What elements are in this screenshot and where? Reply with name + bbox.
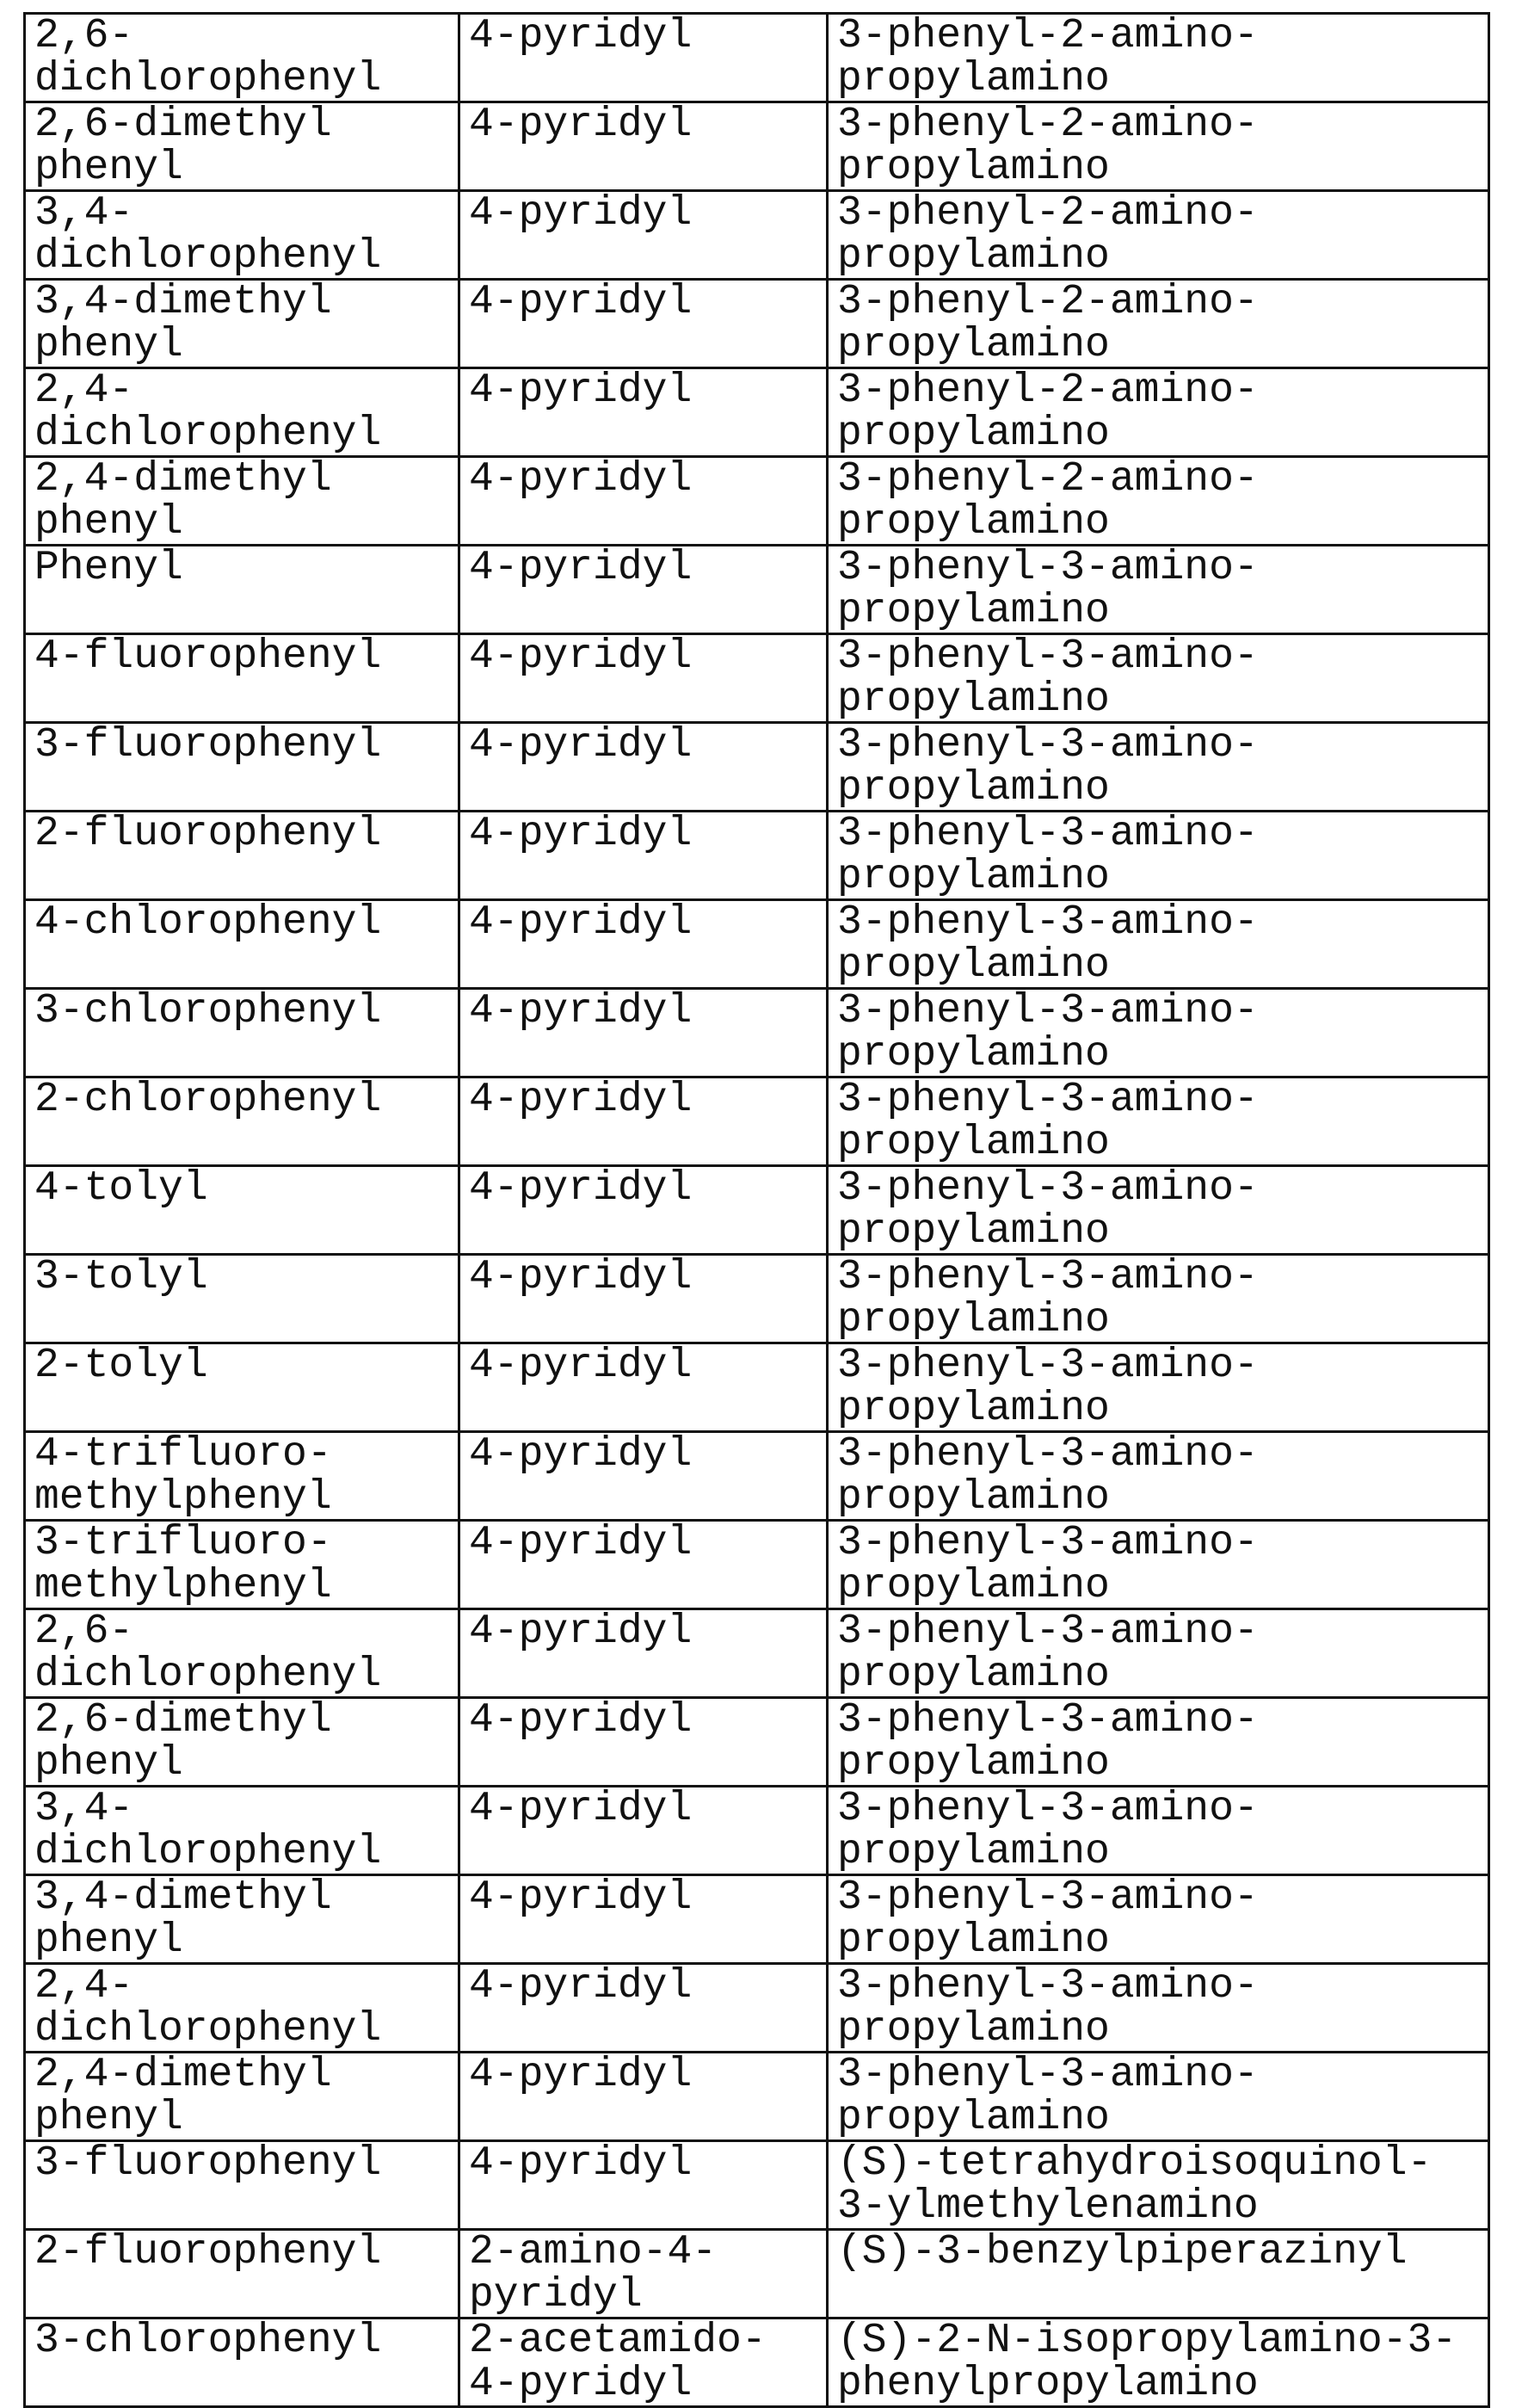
heteroaryl-cell: 4-pyridyl [459,1255,828,1343]
aryl-substituent-cell: 2-tolyl [25,1343,459,1432]
amine-substituent-cell: 3-phenyl-2-amino- propylamino [828,457,1489,546]
aryl-substituent-cell: 3-chlorophenyl [25,2318,459,2407]
amine-substituent-cell: 3-phenyl-3-amino- propylamino [828,900,1489,989]
aryl-substituent-cell: 3-fluorophenyl [25,2141,459,2230]
amine-substituent-cell: 3-phenyl-2-amino- propylamino [828,280,1489,368]
table-row [25,1875,1489,1964]
table-row [25,634,1489,723]
aryl-substituent-cell: 4-trifluoro- methylphenyl [25,1432,459,1521]
amine-substituent-cell: 3-phenyl-2-amino- propylamino [828,368,1489,457]
table-row [25,1077,1489,1166]
aryl-substituent-cell: 2,4- dichlorophenyl [25,1964,459,2053]
amine-substituent-cell: 3-phenyl-3-amino- propylamino [828,1964,1489,2053]
table-row [25,989,1489,1077]
table-row [25,1343,1489,1432]
heteroaryl-cell: 4-pyridyl [459,634,828,723]
heteroaryl-cell: 2-amino-4- pyridyl [459,2230,828,2318]
aryl-substituent-cell: 3,4-dimethyl phenyl [25,1875,459,1964]
heteroaryl-cell: 2-acetamido- 4-pyridyl [459,2318,828,2407]
table-row [25,1609,1489,1698]
heteroaryl-cell: 4-pyridyl [459,1521,828,1609]
heteroaryl-cell: 4-pyridyl [459,2141,828,2230]
heteroaryl-cell: 4-pyridyl [459,368,828,457]
amine-substituent-cell: 3-phenyl-3-amino- propylamino [828,812,1489,900]
amine-substituent-cell: 3-phenyl-3-amino- propylamino [828,1875,1489,1964]
heteroaryl-cell: 4-pyridyl [459,1698,828,1787]
amine-substituent-cell: 3-phenyl-2-amino- propylamino [828,102,1489,191]
aryl-substituent-cell: 4-fluorophenyl [25,634,459,723]
aryl-substituent-cell: 2,6- dichlorophenyl [25,1609,459,1698]
table-row [25,1521,1489,1609]
heteroaryl-cell: 4-pyridyl [459,191,828,280]
heteroaryl-cell: 4-pyridyl [459,1875,828,1964]
heteroaryl-cell: 4-pyridyl [459,1166,828,1255]
table-row [25,546,1489,634]
heteroaryl-cell: 4-pyridyl [459,546,828,634]
table-row [25,1432,1489,1521]
heteroaryl-cell: 4-pyridyl [459,280,828,368]
aryl-substituent-cell: 2,4-dimethyl phenyl [25,2053,459,2141]
table-row [25,2141,1489,2230]
amine-substituent-cell: (S)-2-N-isopropylamino-3- phenylpropylamino [828,2318,1489,2407]
aryl-substituent-cell: 2-fluorophenyl [25,2230,459,2318]
heteroaryl-cell: 4-pyridyl [459,102,828,191]
table-row [25,1964,1489,2053]
table-row [25,1698,1489,1787]
heteroaryl-cell: 4-pyridyl [459,14,828,102]
amine-substituent-cell: 3-phenyl-3-amino- propylamino [828,989,1489,1077]
aryl-substituent-cell: 2,6- dichlorophenyl [25,14,459,102]
heteroaryl-cell: 4-pyridyl [459,989,828,1077]
amine-substituent-cell: 3-phenyl-3-amino- propylamino [828,634,1489,723]
amine-substituent-cell: 3-phenyl-2-amino- propylamino [828,191,1489,280]
table-row [25,2053,1489,2141]
aryl-substituent-cell: 3-chlorophenyl [25,989,459,1077]
aryl-substituent-cell: 4-chlorophenyl [25,900,459,989]
table-row [25,1787,1489,1875]
amine-substituent-cell: 3-phenyl-3-amino- propylamino [828,1521,1489,1609]
table-row [25,102,1489,191]
table-row [25,280,1489,368]
aryl-substituent-cell: 3-tolyl [25,1255,459,1343]
aryl-substituent-cell: 3-trifluoro- methylphenyl [25,1521,459,1609]
table-row [25,191,1489,280]
heteroaryl-cell: 4-pyridyl [459,2053,828,2141]
amine-substituent-cell: 3-phenyl-3-amino- propylamino [828,1609,1489,1698]
table-row [25,1255,1489,1343]
aryl-substituent-cell: 2,6-dimethyl phenyl [25,102,459,191]
heteroaryl-cell: 4-pyridyl [459,1964,828,2053]
amine-substituent-cell: 3-phenyl-3-amino- propylamino [828,723,1489,812]
aryl-substituent-cell: 2,6-dimethyl phenyl [25,1698,459,1787]
aryl-substituent-cell: 2,4- dichlorophenyl [25,368,459,457]
amine-substituent-cell: (S)-3-benzylpiperazinyl [828,2230,1489,2318]
aryl-substituent-cell: Phenyl [25,546,459,634]
table-row [25,457,1489,546]
heteroaryl-cell: 4-pyridyl [459,457,828,546]
heteroaryl-cell: 4-pyridyl [459,1609,828,1698]
table-row [25,2318,1489,2407]
heteroaryl-cell: 4-pyridyl [459,723,828,812]
amine-substituent-cell: 3-phenyl-3-amino- propylamino [828,1343,1489,1432]
compound-table [23,12,1490,2408]
table-row [25,900,1489,989]
aryl-substituent-cell: 3,4- dichlorophenyl [25,1787,459,1875]
heteroaryl-cell: 4-pyridyl [459,1343,828,1432]
aryl-substituent-cell: 2,4-dimethyl phenyl [25,457,459,546]
table-row [25,368,1489,457]
heteroaryl-cell: 4-pyridyl [459,900,828,989]
heteroaryl-cell: 4-pyridyl [459,1787,828,1875]
table-body [25,14,1489,2407]
table-row [25,2230,1489,2318]
heteroaryl-cell: 4-pyridyl [459,1432,828,1521]
amine-substituent-cell: 3-phenyl-3-amino- propylamino [828,1698,1489,1787]
amine-substituent-cell: 3-phenyl-2-amino- propylamino [828,14,1489,102]
aryl-substituent-cell: 3,4- dichlorophenyl [25,191,459,280]
aryl-substituent-cell: 2-fluorophenyl [25,812,459,900]
table-row [25,723,1489,812]
aryl-substituent-cell: 3,4-dimethyl phenyl [25,280,459,368]
amine-substituent-cell: 3-phenyl-3-amino- propylamino [828,1432,1489,1521]
table-row [25,812,1489,900]
amine-substituent-cell: 3-phenyl-3-amino- propylamino [828,1255,1489,1343]
heteroaryl-cell: 4-pyridyl [459,1077,828,1166]
heteroaryl-cell: 4-pyridyl [459,812,828,900]
amine-substituent-cell: 3-phenyl-3-amino- propylamino [828,1166,1489,1255]
table-row [25,1166,1489,1255]
aryl-substituent-cell: 4-tolyl [25,1166,459,1255]
aryl-substituent-cell: 2-chlorophenyl [25,1077,459,1166]
table-row [25,14,1489,102]
amine-substituent-cell: 3-phenyl-3-amino- propylamino [828,1787,1489,1875]
amine-substituent-cell: 3-phenyl-3-amino- propylamino [828,546,1489,634]
amine-substituent-cell: 3-phenyl-3-amino- propylamino [828,2053,1489,2141]
aryl-substituent-cell: 3-fluorophenyl [25,723,459,812]
amine-substituent-cell: (S)-tetrahydroisoquinol- 3-ylmethylenamino [828,2141,1489,2230]
amine-substituent-cell: 3-phenyl-3-amino- propylamino [828,1077,1489,1166]
